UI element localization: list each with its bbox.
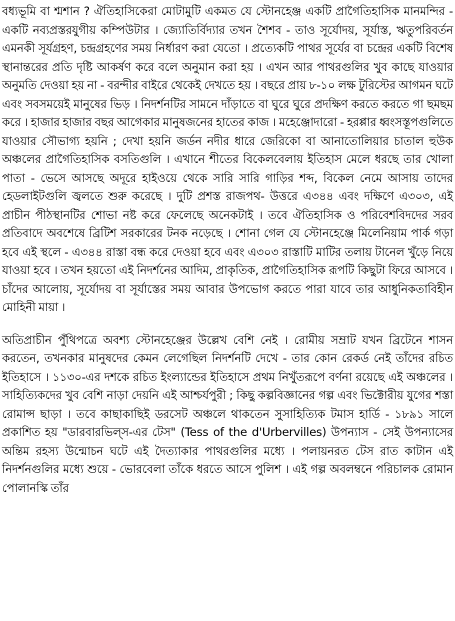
body-paragraph-1: বধ্যভূমি বা শ্মশান ? ঐতিহাসিকেরা মোটামুটি একমত যে স্টোনহেঞ্জ একটি প্রাগৈতিহাসিক মানমন্দির - একটি নব্যপ্রস্তরযুগীয় কম্পিউটার । জ্যোতির্বিদ্যার তখন শৈশব - তাও সূর্যোদয়, সূর্যাস্ত, ঋতুপরিবর্তন এমনকী সূর্যগ্রহণ, চন্দ্রগ্রহণের সময় নির্ধারণ করা যেতো । প্রত্যেকটি পাথর সূর্যের বা চন্দ্রের একটি বিশেষ স্থানান্তরের প্রতি দৃষ্টি আকর্ষণ করে বলে অনুমান করা হয় । এখন আর পাথরগুলির খুব কাছে যাওয়ার অনুমতি দেওয়া হয় না - বরন্দীর বাইরে থেকেই দেখতে হয় । বছরে প্রায় ৮-১০ লক্ষ টুরিস্টের আগমন ঘটে এবং সবসময়েই মানুষের ভিড় । নিদর্শনটির সামনে দাঁড়াতে বা ঘুরে ঘুরে প্রদক্ষিণ করতে করতে গা ছমছম করে । হাজার হাজার বছর আগেকার মানুষজনের হাতের কাজ । মহেঞ্জোদারো - হরপ্পার ধ্বংসস্তূপগুলিতে যাওয়ার সৌভাগ্য হয়নি ; দেখা হয়নি জর্ডন নদীর ধারে জেরিকো বা আনাতোলিয়ার চাতাল হুউক অঞ্চলের প্রাগৈতিহাসিক বসতিগুলি । এখানে শীতের বিকেলবেলায় ইতিহাস মেলে ধরছে তার খোলা পাতা - ভেসে আসছে অদূরে হাইওয়ে থেকে সারি সারি গাড়ির শব্দ, বিকেল নেমে আসায় তাদের হেডলাইটগুলি জ্বলতে শুরু করেছে । দুটি প্রশস্ত রাজপথ- উত্তরে এ৩৪৪ এবং দক্ষিণে এ৩০৩, এই প্রাচীন পীঠস্থানটির শোভা নষ্ট করে ফেলেছে অনেকটাই । তবে ঐতিহাসিক ও পরিবেশবিদদের সরব প্রতিবাদে অবশেষে ব্রিটিশ সরকারের টনক নড়েছে । শোনা গেল যে স্টোনহেঞ্জে মিলেনিয়াম পার্ক গড়া হবে এই স্থলে - এ৩৪৪ রাস্তা বন্ধ করে দেওয়া হবে এবং এ৩০৩ রাস্তাটি মাটির তলায় টানেল খুঁড়ে নিয়ে যাওয়া হবে । তখন হয়তো এই নিদর্শনের আদিম, প্রাকৃতিক, প্রাগৈতিহাসিক রূপটি কিছুটা ফিরে আসবে । চাঁদের আলোয়, সূর্যোদয় বা সূর্যাস্তের সময় আবার উপভোগ করতে পারা যাবে তার আধুনিকতাবিহীন মোহিনী মায়া । [2,4,453,314]
paragraph-gap [2,317,453,331]
body-paragraph-2: অতিপ্রাচীন পুঁথিপত্রে অবশ্য স্টোনহেঞ্জের উল্লেখ বেশি নেই । রোমীয় সম্রাট যখন ব্রিটেনে শাসন করতেন, তখনকার মানুষদের কেমন লেগেছিল নিদর্শনটি দেখে - তার কোন রেকর্ড নেই তাঁদের রচিত ইতিহাসে । ১১৩০-এর দশকে রচিত ইংল্যান্ডের ইতিহাসে প্রথম নিখুঁতরূপে বর্ণনা রয়েছে এই অঞ্চলের । সাহিত্যিকদের খুব বেশি নাড়া দেয়নি এই আশ্চর্যপুরী ; কিছু কল্পবিজ্ঞানের গল্প এবং ভিক্টোরীয় যুগের শস্তা রোমান্স ছাড়া । তবে কাছাকাছিই ডরসেট অঞ্চলে থাকতেন সুসাহিত্যিক টমাস হার্ডি - ১৮৯১ সালে প্রকাশিত হয় "ডারবারভিল্‌স-এর টেস" (Tess of the d'Urbervilles) উপন্যাস - সেই উপন্যাসের অন্তিম রহস্য উন্মোচন ঘটে এই দৈত্যাকার পাথরগুলির মধ্যে । পলায়নরত টেস রাত কাটান এই নিদর্শনগুলির মধ্যে শুয়ে - ভোরবেলা তাঁকে ধরতে আসে পুলিশ । এই গল্প অবলম্বনে পরিচালক রোমান পোলানস্কি তাঁর [2,332,453,495]
